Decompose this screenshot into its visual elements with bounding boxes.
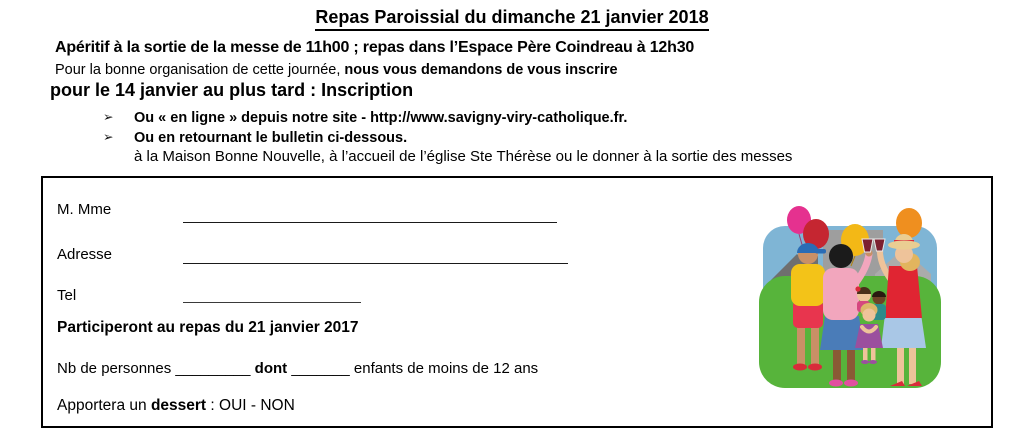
dessert-part1: Apportera un: [57, 397, 151, 414]
bullet-online-text: Ou « en ligne » depuis notre site - http://www.savigny-viry-catholique.fr.: [134, 110, 628, 126]
arrow-bullet-icon: ➢: [103, 130, 114, 144]
deadline-line: pour le 14 janvier au plus tard : Inscription: [50, 80, 414, 100]
name-field-line: [183, 222, 557, 223]
bullet-item-online: [103, 109, 627, 126]
person-count-part2: _______ enfants de moins de 12 ans: [287, 360, 539, 377]
name-field-label: M. Mme: [57, 201, 112, 218]
phone-field-label: Tel: [57, 287, 77, 304]
document-title: [0, 7, 1024, 31]
document-title-text: Repas Paroissial du dimanche 21 janvier 2018: [315, 7, 708, 31]
bullet-note: à la Maison Bonne Nouvelle, à l’accueil de l’église Ste Thérèse ou le donner à la sortie des messes: [134, 148, 793, 165]
registration-form-box: [41, 176, 993, 428]
organisation-line: [55, 62, 618, 78]
subtitle-line: Apéritif à la sortie de la messe de 11h00 ; repas dans l’Espace Père Coindreau à 12h30: [55, 39, 695, 56]
person-count-bold: dont: [254, 360, 288, 377]
dessert-bold: dessert: [150, 397, 207, 414]
dessert-line: [57, 397, 295, 415]
participants-heading: Participeront au repas du 21 janvier 2017: [57, 319, 359, 336]
address-field-label: Adresse: [57, 246, 113, 263]
arrow-bullet-icon: ➢: [103, 110, 114, 124]
person-count-part1: Nb de personnes _________: [57, 360, 255, 377]
address-field-line: [183, 263, 568, 264]
organisation-line-regular: Pour la bonne organisation de cette journée,: [55, 62, 345, 78]
party-clipart: [759, 196, 941, 401]
organisation-line-bold: nous vous demandons de vous inscrire: [344, 62, 618, 78]
person-count-line: [57, 360, 538, 377]
bullet-return-form-text: Ou en retournant le bulletin ci-dessous.: [134, 130, 408, 146]
dessert-part2: : OUI - NON: [206, 397, 295, 414]
phone-field-line: [183, 302, 361, 303]
bullet-item-return-form: [103, 129, 407, 146]
